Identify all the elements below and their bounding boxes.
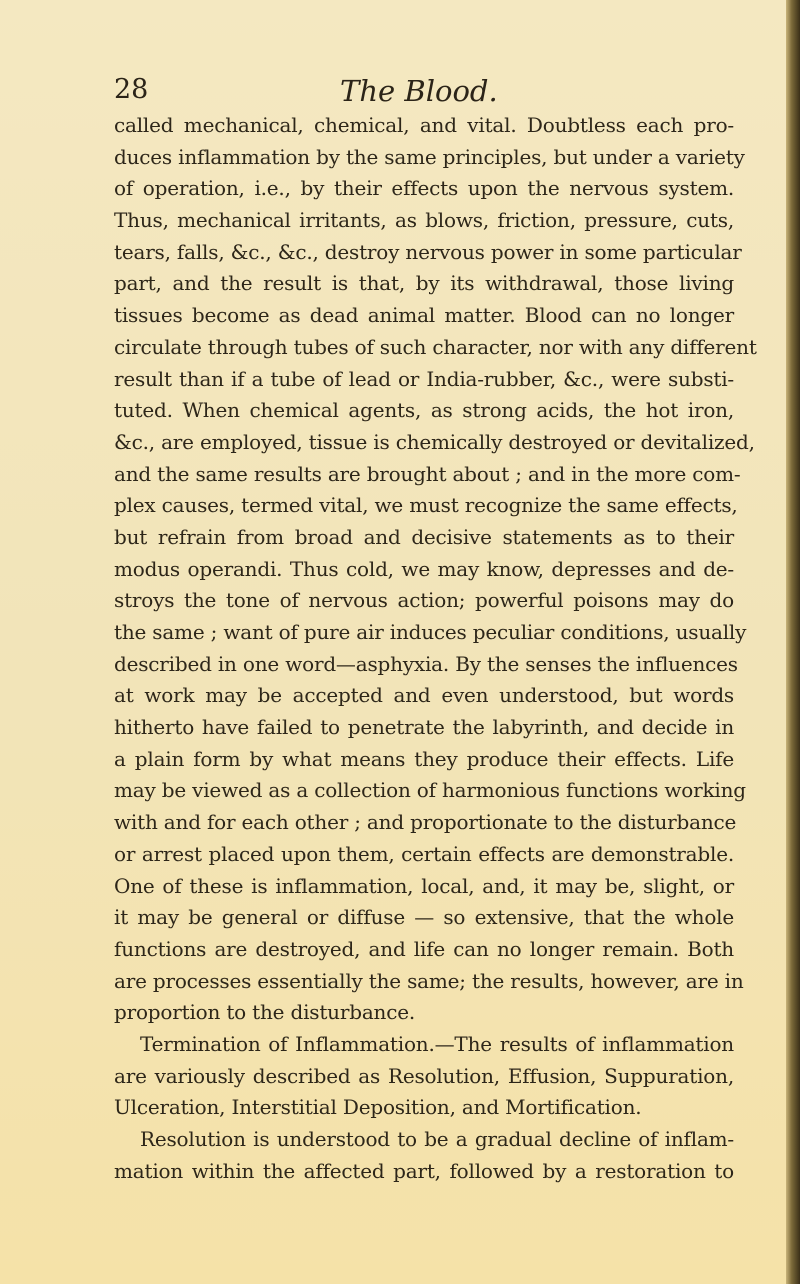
text-line: circulate through tubes of such character, nor with any different	[114, 334, 757, 359]
text-line: functions are destroyed, and life can no longer remain. Both	[114, 936, 734, 961]
text-line: and the same results are brought about ; and in the more com-	[114, 461, 741, 486]
text-line: a plain form by what means they produce their effects. Life	[114, 746, 734, 771]
text-line: tuted. When chemical agents, as strong acids, the hot iron,	[114, 398, 734, 423]
text-line: tears, falls, &c., &c., destroy nervous power in some particular	[114, 239, 742, 264]
text-line: but refrain from broad and decisive statements as to their	[114, 524, 734, 549]
text-line: described in one word—asphyxia. By the senses the influences	[114, 651, 738, 676]
text-line: at work may be accepted and even understood, but words	[114, 683, 734, 708]
text-line: hitherto have failed to penetrate the labyrinth, and decide in	[114, 715, 734, 740]
text-line: are variously described as Resolution, Effusion, Suppuration,	[114, 1063, 734, 1088]
running-head	[112, 74, 732, 114]
text-line: duces inflammation by the same principles, but under a variety	[114, 144, 745, 169]
text-line: may be viewed as a collection of harmonious functions working	[114, 778, 746, 803]
page-edge-shadow	[786, 0, 800, 1284]
text-line: mation within the affected part, followed by a restoration to	[114, 1158, 734, 1183]
text-line: Thus, mechanical irritants, as blows, friction, pressure, cuts,	[114, 208, 734, 233]
text-line: of operation, i.e., by their effects upon the nervous system.	[114, 176, 734, 201]
text-line: part, and the result is that, by its withdrawal, those living	[114, 271, 734, 296]
text-line: Resolution is understood to be a gradual decline of inflam-	[140, 1127, 734, 1151]
text-line: One of these is inflammation, local, and, it may be, slight, or	[114, 873, 734, 898]
text-line: the same ; want of pure air induces peculiar conditions, usually	[114, 620, 747, 644]
text-line: result than if a tube of lead or India-rubber, &c., were substi-	[114, 366, 734, 391]
text-line: Ulceration, Interstitial Deposition, and Mortification.	[114, 1095, 642, 1120]
page-number: 28	[114, 74, 149, 105]
chapter-title: The Blood.	[340, 74, 498, 108]
body-text	[114, 110, 757, 1187]
text-line: plex causes, termed vital, we must recognize the same effects,	[114, 493, 738, 518]
section-heading-line: Termination of Inflammation.—The results of inflammation	[140, 1031, 734, 1056]
text-line: tissues become as dead animal matter. Blood can no longer	[114, 303, 734, 328]
text-line: modus operandi. Thus cold, we may know, depresses and de-	[114, 556, 734, 581]
text-line: stroys the tone of nervous action; powerful poisons may do	[114, 588, 734, 613]
text-line: &c., are employed, tissue is chemically destroyed or devitalized,	[114, 429, 755, 454]
text-line: are processes essentially the same; the results, however, are in	[114, 968, 744, 993]
text-line: called mechanical, chemical, and vital. Doubtless each pro-	[114, 113, 734, 137]
text-line: it may be general or diffuse — so extensive, that the whole	[114, 905, 734, 930]
text-line: or arrest placed upon them, certain effects are demonstrable.	[114, 841, 734, 866]
text-line: proportion to the disturbance.	[114, 1000, 416, 1025]
text-line: with and for each other ; and proportionate to the disturbance	[114, 810, 737, 835]
